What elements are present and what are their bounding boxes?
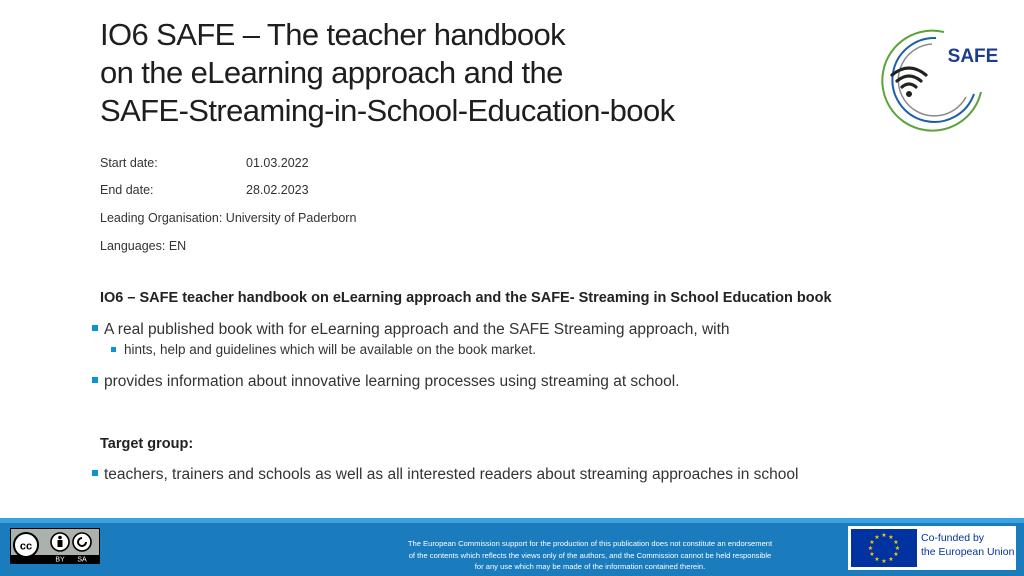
disclaimer-line-1: The European Commission support for the production of this publication does not constitute an endorsement <box>407 539 773 548</box>
svg-text:★: ★ <box>874 556 880 563</box>
bullet-marker <box>92 470 98 476</box>
languages-label: Languages: <box>100 239 166 253</box>
title-line-2: on the eLearning approach and the <box>100 55 563 90</box>
bullet-marker <box>92 325 98 331</box>
start-date-value: 01.03.2022 <box>246 156 309 170</box>
svg-text:★: ★ <box>893 551 899 558</box>
organisation-label: Leading Organisation: <box>100 211 223 225</box>
output-heading: IO6 – SAFE teacher handbook on eLearning approach and the SAFE- Streaming in School Education book <box>100 290 832 306</box>
cc-icon <box>14 533 38 557</box>
start-date-label: Start date: <box>100 156 158 170</box>
title-line-1: IO6 SAFE – The teacher handbook <box>100 17 566 52</box>
svg-text:★: ★ <box>869 539 875 546</box>
sub-bullet-item <box>111 342 536 357</box>
svg-text:★: ★ <box>888 556 894 563</box>
bullet-item <box>92 466 798 484</box>
eu-flag-icon <box>851 529 917 567</box>
organisation-value: University of Paderborn <box>225 211 357 225</box>
svg-text:★: ★ <box>867 545 874 552</box>
wifi-icon <box>892 68 926 97</box>
svg-text:★: ★ <box>888 534 894 541</box>
svg-text:★: ★ <box>893 539 899 546</box>
bullet-text: teachers, trainers and schools as well as all interested readers about streaming approaches in school <box>104 466 799 483</box>
eu-text-line-1: Co-funded by <box>921 532 985 544</box>
cc-sa-label: SA <box>77 556 87 563</box>
bullet-text: A real published book with for eLearning approach and the SAFE Streaming approach, with <box>104 321 730 338</box>
share-alike-icon <box>73 533 91 551</box>
sub-bullet-text: hints, help and guidelines which will be available on the book market. <box>124 342 537 357</box>
disclaimer-line-3: for any use which may be made of the information contained therein. <box>474 562 706 571</box>
safe-logo <box>856 22 1006 132</box>
languages-row <box>100 239 186 253</box>
languages-value: EN <box>168 239 187 253</box>
svg-text:★: ★ <box>881 558 887 565</box>
svg-text:★: ★ <box>869 551 875 558</box>
title-line-3: SAFE-Streaming-in-School-Education-book <box>100 93 675 128</box>
eu-cofunded-badge <box>848 526 1016 570</box>
disclaimer-line-2: of the contents which reflects the views only of the authors, and the Commission cannot be held responsible <box>408 550 772 560</box>
svg-text:★: ★ <box>894 545 901 552</box>
logo-text: SAFE <box>947 46 999 67</box>
footer-stripe <box>0 518 1024 523</box>
svg-text:cc: cc <box>19 540 33 553</box>
end-date-value: 28.02.2023 <box>246 183 309 197</box>
eu-disclaimer <box>360 538 820 573</box>
cc-by-label: BY <box>55 556 65 563</box>
end-date-row <box>100 183 309 197</box>
cc-license-badge[interactable] <box>10 528 100 564</box>
end-date-label: End date: <box>100 183 154 197</box>
start-date-row <box>100 156 309 170</box>
target-group-heading: Target group: <box>100 436 194 452</box>
svg-text:★: ★ <box>881 532 887 539</box>
bullet-item <box>92 321 730 339</box>
eu-text-line-2: the European Union <box>921 546 1015 558</box>
svg-text:★: ★ <box>874 534 880 541</box>
slide-title <box>100 16 860 130</box>
organisation-row <box>100 211 356 225</box>
bullet-marker <box>92 377 98 383</box>
by-attribution-icon <box>51 533 69 551</box>
bullet-item <box>92 373 680 391</box>
footer-bar <box>0 518 1024 576</box>
bullet-marker <box>111 347 116 352</box>
bullet-text: provides information about innovative learning processes using streaming at school. <box>104 373 680 390</box>
